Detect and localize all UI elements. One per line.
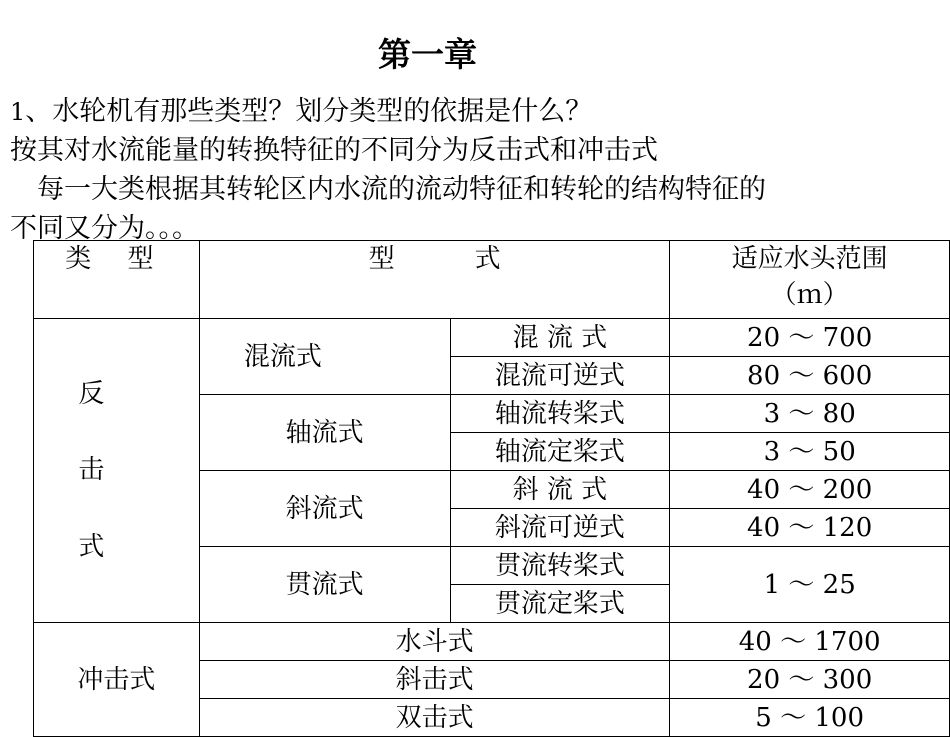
turbine-types-table [33,240,950,737]
paragraph-line-1: 按其对水流能量的转换特征的不同分为反击式和冲击式 [10,135,658,166]
header-form-left: 型 [368,244,395,274]
impulse-type-name: 斜击式 [199,661,669,699]
header-range [670,241,950,319]
impulse-type-name: 水斗式 [199,623,669,661]
impulse-type-range: 40 ～ 1700 [670,623,950,661]
reaction-label-char-2: 击 [78,455,105,486]
paragraph-line-3: 不同又分为。。。 [10,213,199,244]
group-name: 斜流式 [199,471,450,547]
impulse-type-range: 20 ～ 300 [670,661,950,699]
subtype-range: 40 ～ 200 [670,471,950,509]
subtype-name: 贯流定桨式 [450,585,670,623]
subtype-range: 40 ～ 120 [670,509,950,547]
subtype-range: 80 ～ 600 [670,357,950,395]
group-name: 轴流式 [199,395,450,471]
subtype-name: 斜 流 式 [450,471,670,509]
subtype-name: 混 流 式 [450,319,670,357]
subtype-name: 贯流转桨式 [450,547,670,585]
table-header-row [34,241,950,319]
reaction-label-char-1: 反 [78,378,105,409]
subtype-range: 20 ～ 700 [670,319,950,357]
subtype-range: 3 ～ 80 [670,395,950,433]
subtype-name: 斜流可逆式 [450,509,670,547]
group-name: 贯流式 [199,547,450,623]
subtype-name: 轴流定桨式 [450,433,670,471]
subtype-range: 1 ～ 25 [670,547,950,623]
reaction-label-char-3: 式 [78,532,105,563]
group-name: 混流式 [199,319,450,395]
chapter-title: 第一章 [378,35,477,74]
impulse-type-range: 5 ～ 100 [670,699,950,737]
question-line [10,93,592,131]
header-type: 类 型 [34,241,200,319]
subtype-range: 3 ～ 50 [670,433,950,471]
impulse-type-name: 双击式 [199,699,669,737]
reaction-label-cell [34,319,200,623]
question-number: 1 [10,98,26,126]
impulse-label: 冲击式 [34,623,200,737]
header-form-right: 式 [474,244,501,274]
paragraph-line-2: 每一大类根据其转轮区内水流的流动特征和转轮的结构特征的 [10,174,766,205]
header-form [199,241,669,319]
question-text: 、水轮机有那些类型？划分类型的依据是什么？ [25,96,593,127]
subtype-name: 轴流转桨式 [450,395,670,433]
header-range-line2: （ｍ） [770,280,849,310]
header-range-line1: 适应水头范围 [731,244,888,274]
table-row [34,623,950,661]
subtype-name: 混流可逆式 [450,357,670,395]
table-row [34,319,950,357]
